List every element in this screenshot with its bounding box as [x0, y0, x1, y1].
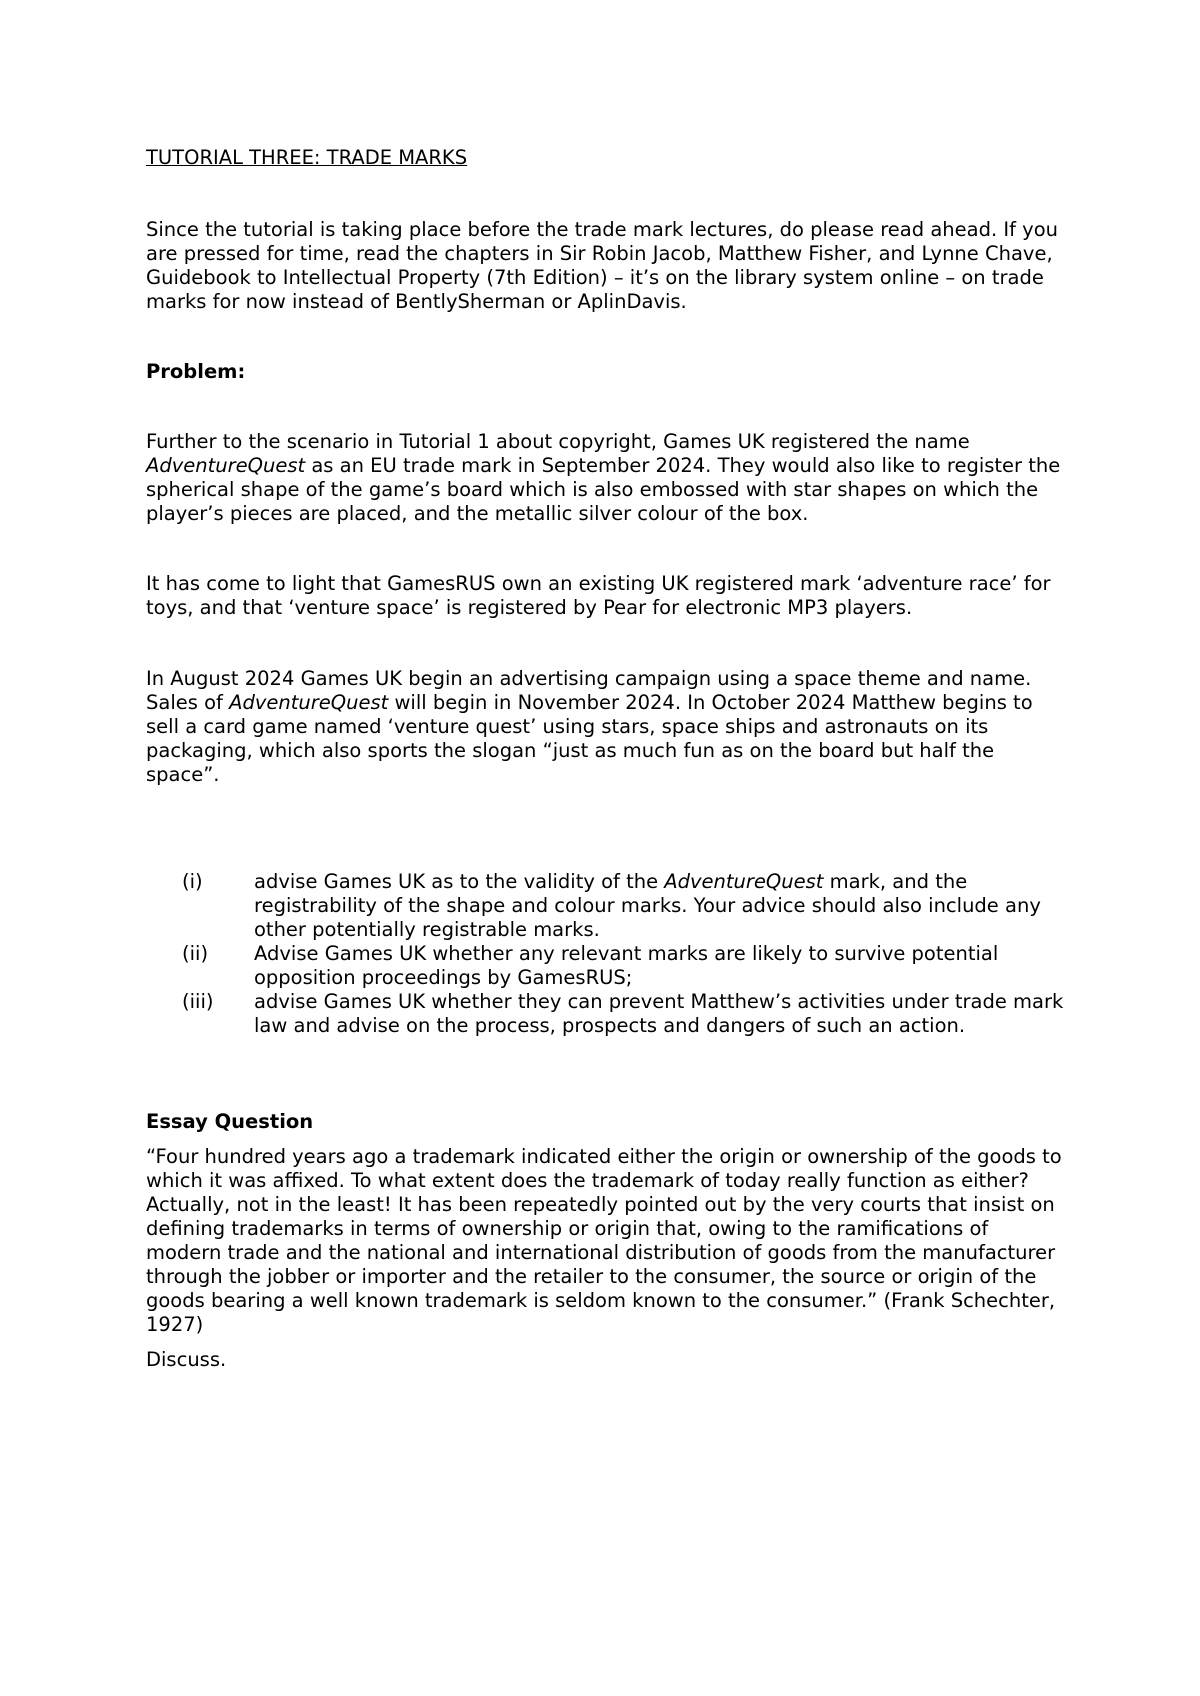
mark-name: AdventureQuest: [229, 691, 389, 714]
discuss-instruction: Discuss.: [146, 1348, 227, 1371]
essay-heading: Essay Question: [146, 1110, 314, 1133]
essay-quote: “Four hundred years ago a trademark indicated either the origin or ownership of the goods to which it was affixed. To what extent does the trademark of today really function as either? Actually, not in the least! It has been repeatedly pointed out by the very courts that insist on defining trademarks in terms of ownership or origin that, owing to the ramifications of modern trade and the national and international distribution of goods from the manufacturer through the jobber or importer and the retailer to the consumer, the source or origin of the goods bearing a well known trademark is seldom known to the consumer.” (Frank Schechter, 1927): [146, 1145, 1062, 1336]
text-run: will begin in November 2024. In October 2024 Matthew begins to sell a card game named ‘venture quest’ using stars, space ships and astronauts on its packaging, which also sports the slogan “just as much fun as on the board but half the space”.: [146, 691, 1033, 786]
text-run: mark, and the registrability of the shape and colour marks. Your advice should also include any other potentially registrable marks.: [254, 870, 1041, 941]
question-text: [254, 870, 1066, 942]
intro-paragraph: Since the tutorial is taking place before the trade mark lectures, do please read ahead. If you are pressed for time, read the chapters in Sir Robin Jacob, Matthew Fisher, and Lynne Chave, Guidebook to Intellectual Property (7th Edition) – it’s on the library system online – on trade marks for now instead of BentlySherman or AplinDavis.: [146, 218, 1058, 313]
text-run: Further to the scenario in Tutorial 1 about copyright, Games UK registered the name: [146, 430, 970, 453]
question-item: [146, 942, 1066, 990]
mark-name: AdventureQuest: [664, 870, 824, 893]
problem-paragraph-1: [146, 430, 1066, 526]
mark-name: AdventureQuest: [146, 454, 306, 477]
text-run: In August 2024 Games UK begin an advertising campaign using a space theme and name. Sales of: [146, 667, 1032, 714]
question-list: [146, 870, 1066, 1038]
question-text: advise Games UK whether they can prevent Matthew’s activities under trade mark law and advise on the process, prospects and dangers of such an action.: [254, 990, 1064, 1037]
document-title: TUTORIAL THREE: TRADE MARKS: [146, 146, 468, 169]
problem-heading: Problem:: [146, 360, 246, 383]
question-item: [146, 870, 1066, 942]
question-number: (iii): [182, 990, 214, 1013]
text-run: as an EU trade mark in September 2024. They would also like to register the spherical shape of the game’s board which is also embossed with star shapes on which the player’s pieces are placed, and the metallic silver colour of the box.: [146, 454, 1061, 525]
question-number: (i): [182, 870, 203, 893]
problem-paragraph-3: [146, 667, 1066, 787]
text-run: advise Games UK as to the validity of the: [254, 870, 665, 893]
problem-paragraph-2: It has come to light that GamesRUS own an existing UK registered mark ‘adventure race’ for toys, and that ‘venture space’ is registered by Pear for electronic MP3 players.: [146, 572, 1051, 619]
question-item: [146, 990, 1066, 1038]
question-number: (ii): [182, 942, 209, 965]
question-text: Advise Games UK whether any relevant marks are likely to survive potential opposition proceedings by GamesRUS;: [254, 942, 999, 989]
